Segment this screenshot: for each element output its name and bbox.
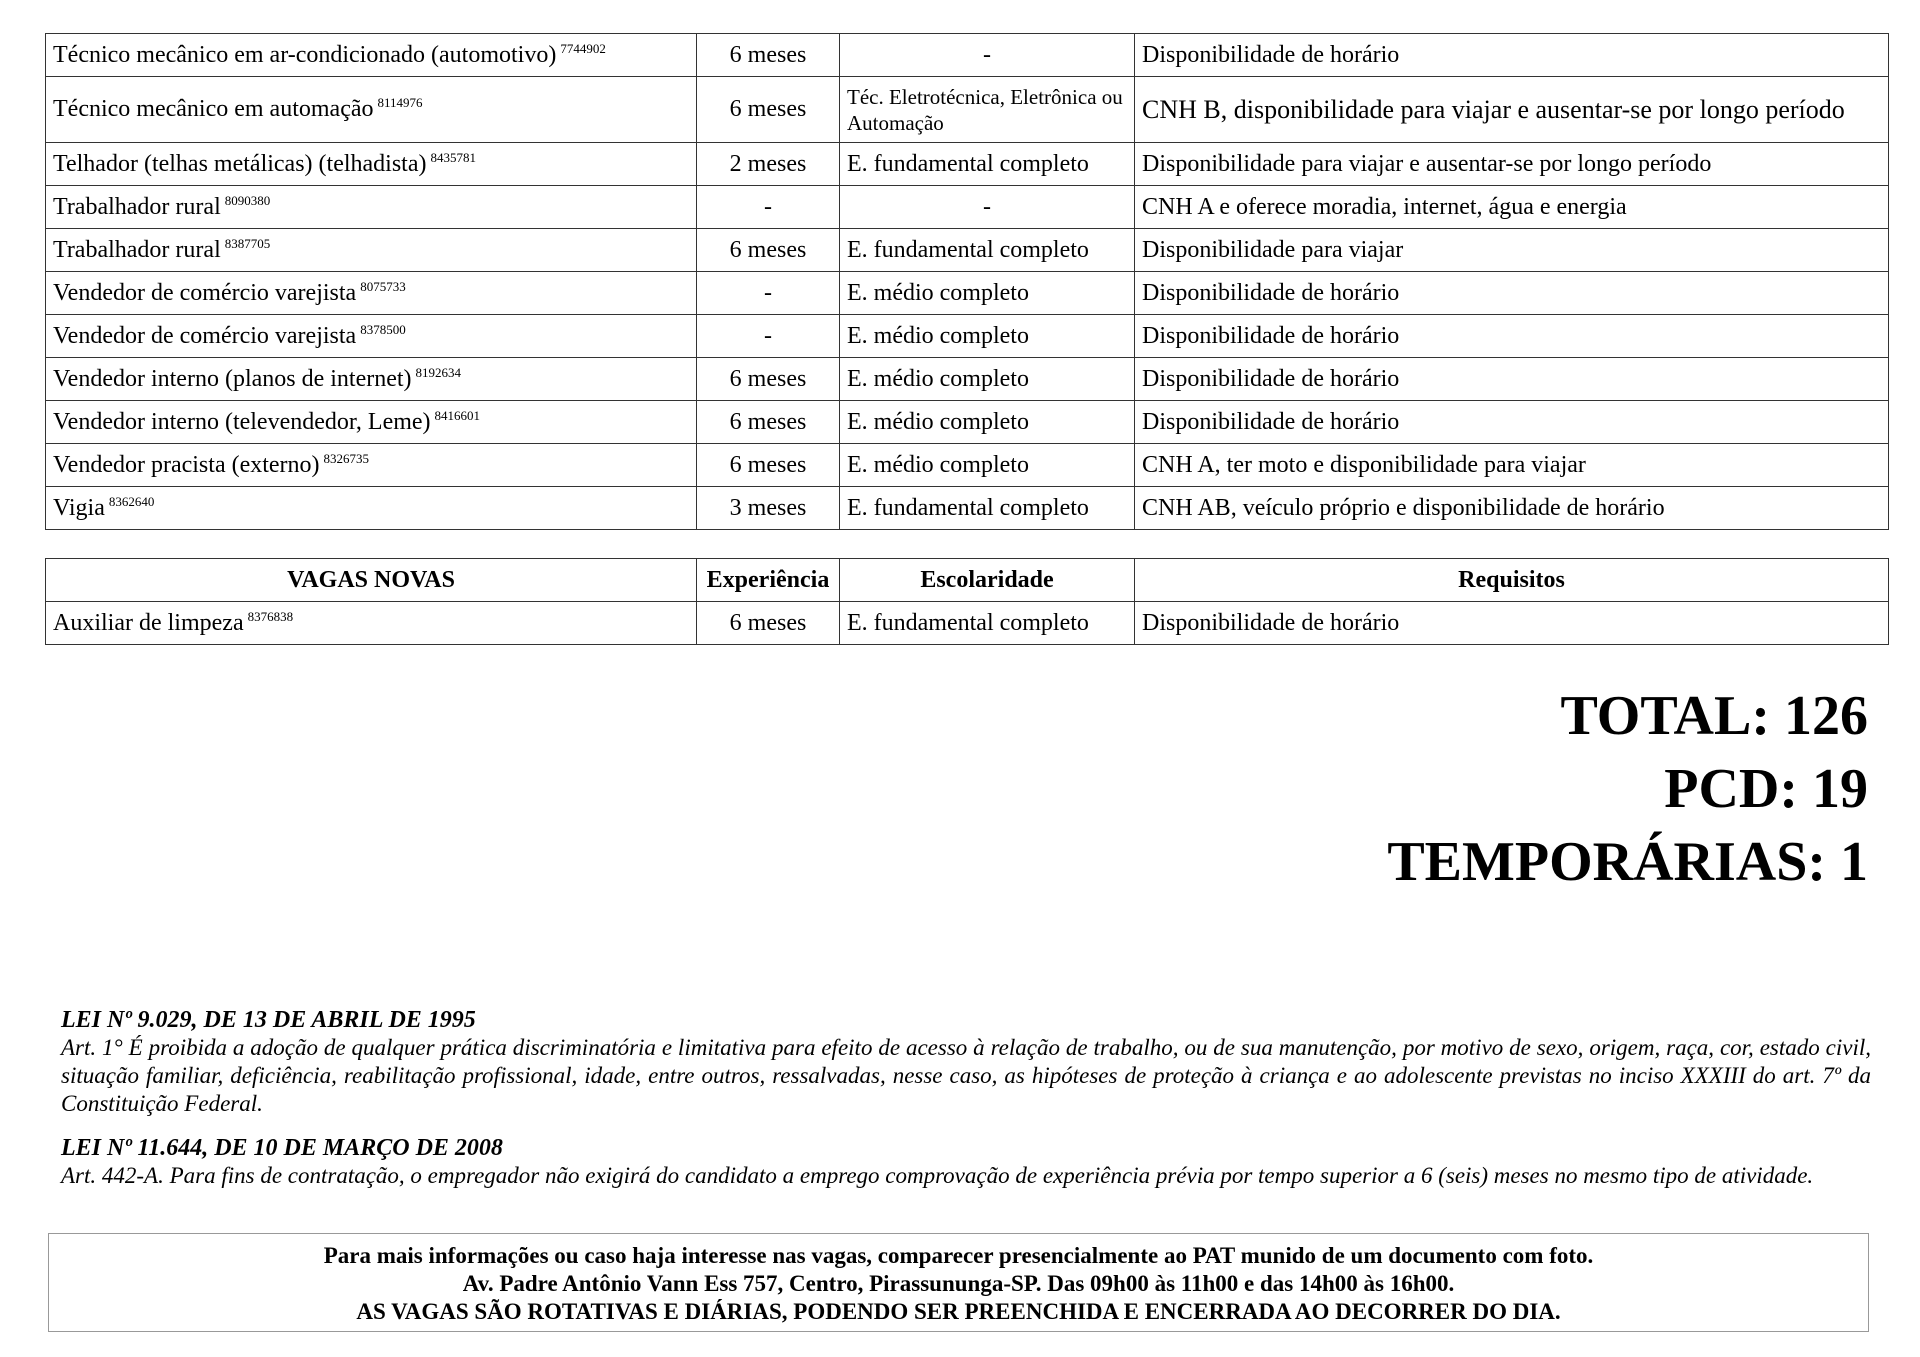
law-text: Art. 1° É proibida a adoção de qualquer prática discriminatória e limitativa para efeito de acesso à relação de trabalho, ou de sua manutenção, por motivo de sexo, origem, raça, cor, estado civil, situação familiar, deficiência, reabilitação profissional, idade, entre outros, ressalvadas, nesse caso, as hipóteses de proteção à criança e ao adolescente previstas no inciso XXXIII do art. 7º da Constituição Federal. bbox=[61, 1035, 1871, 1116]
requirements-cell: CNH A e oferece moradia, internet, água e energia bbox=[1135, 186, 1889, 229]
experience-cell: 6 meses bbox=[697, 229, 840, 272]
job-code: 8416601 bbox=[434, 407, 481, 423]
job-title: Vendedor interno (planos de internet) $^{8192634}$ bbox=[46, 358, 697, 401]
requirements-cell: Disponibilidade de horário bbox=[1135, 315, 1889, 358]
experience-cell: - bbox=[697, 272, 840, 315]
job-code: 8387705 bbox=[224, 235, 271, 251]
experience-cell: - bbox=[697, 186, 840, 229]
education-cell: E. médio completo bbox=[840, 358, 1135, 401]
table-row bbox=[46, 229, 1889, 272]
experience-cell: 6 meses bbox=[697, 358, 840, 401]
experience-cell: 6 meses bbox=[697, 401, 840, 444]
table-row bbox=[46, 444, 1889, 487]
experience-cell: - bbox=[697, 315, 840, 358]
requirements-cell: Disponibilidade de horário bbox=[1135, 34, 1889, 77]
table-row bbox=[46, 272, 1889, 315]
header-escolaridade: Escolaridade bbox=[840, 559, 1135, 602]
requirements-cell: CNH AB, veículo próprio e disponibilidade de horário bbox=[1135, 487, 1889, 530]
job-code: 8114976 bbox=[377, 95, 423, 110]
job-code: 8192634 bbox=[415, 364, 462, 380]
education-cell: E. fundamental completo bbox=[840, 487, 1135, 530]
temporary-count: TEMPORÁRIAS: 1 bbox=[1387, 831, 1868, 893]
job-title: Técnico mecânico em ar-condicionado (automotivo) $^{7744902}$ bbox=[46, 34, 697, 77]
law-title: LEI Nº 11.644, DE 10 DE MARÇO DE 2008 bbox=[61, 1135, 503, 1161]
experience-cell: 2 meses bbox=[697, 143, 840, 186]
law-text: Art. 442-A. Para fins de contratação, o empregador não exigirá do candidato a emprego comprovação de experiência prévia por tempo superior a 6 (seis) meses no mesmo tipo de atividade. bbox=[61, 1163, 1814, 1188]
job-title: Auxiliar de limpeza $^{8376838}$ bbox=[46, 602, 697, 645]
education-cell: Téc. Eletrotécnica, Eletrônica ou Automação bbox=[840, 77, 1135, 143]
requirements-cell: CNH B, disponibilidade para viajar e ausentar-se por longo período bbox=[1135, 77, 1889, 143]
job-title: Vendedor de comércio varejista $^{8075733}$ bbox=[46, 272, 697, 315]
table-row bbox=[46, 401, 1889, 444]
job-code: 8362640 bbox=[108, 493, 155, 509]
job-title: Telhador (telhas metálicas) (telhadista) $^{8435781}$ bbox=[46, 143, 697, 186]
education-cell: - bbox=[840, 34, 1135, 77]
header-requisitos: Requisitos bbox=[1135, 559, 1889, 602]
job-title: Vendedor interno (televendedor, Leme) $^{8416601}$ bbox=[46, 401, 697, 444]
pcd-count: PCD: 19 bbox=[1664, 758, 1868, 820]
education-cell: E. médio completo bbox=[840, 315, 1135, 358]
requirements-cell: Disponibilidade para viajar e ausentar-se por longo período bbox=[1135, 143, 1889, 186]
totals-summary bbox=[1387, 680, 1868, 899]
job-title: Vendedor de comércio varejista $^{8378500}$ bbox=[46, 315, 697, 358]
table-row bbox=[46, 315, 1889, 358]
job-code: 8075733 bbox=[360, 278, 406, 294]
notice-line: AS VAGAS SÃO ROTATIVAS E DIÁRIAS, PODENDO SER PREENCHIDA E ENCERRADA AO DECORRER DO DIA. bbox=[356, 1299, 1561, 1324]
job-code: 7744902 bbox=[560, 40, 606, 56]
table-header-row bbox=[46, 559, 1889, 602]
job-title: Vendedor pracista (externo) $^{8326735}$ bbox=[46, 444, 697, 487]
requirements-cell: Disponibilidade de horário bbox=[1135, 272, 1889, 315]
table-row bbox=[46, 143, 1889, 186]
experience-cell: 6 meses bbox=[697, 34, 840, 77]
education-cell: E. médio completo bbox=[840, 401, 1135, 444]
job-code: 8326735 bbox=[323, 450, 370, 466]
experience-cell: 6 meses bbox=[697, 602, 840, 645]
table-row bbox=[46, 487, 1889, 530]
experience-cell: 6 meses bbox=[697, 444, 840, 487]
experience-cell: 6 meses bbox=[697, 77, 840, 143]
info-line: Para mais informações ou caso haja interesse nas vagas, comparecer presencialmente ao PAT munido de um documento com foto. bbox=[323, 1243, 1594, 1268]
header-experiencia: Experiência bbox=[697, 559, 840, 602]
job-title: Trabalhador rural $^{8387705}$ bbox=[46, 229, 697, 272]
header-vagas-novas: VAGAS NOVAS bbox=[46, 559, 697, 602]
table-row bbox=[46, 186, 1889, 229]
job-code: 8090380 bbox=[224, 192, 271, 208]
education-cell: E. médio completo bbox=[840, 272, 1135, 315]
job-table bbox=[45, 33, 1889, 530]
education-cell: E. fundamental completo bbox=[840, 143, 1135, 186]
job-code: 8378500 bbox=[360, 321, 406, 337]
education-cell: E. médio completo bbox=[840, 444, 1135, 487]
info-box bbox=[48, 1233, 1869, 1332]
experience-cell: 3 meses bbox=[697, 487, 840, 530]
requirements-cell: CNH A, ter moto e disponibilidade para viajar bbox=[1135, 444, 1889, 487]
job-code: 8435781 bbox=[430, 149, 476, 165]
table-row bbox=[46, 358, 1889, 401]
table-row bbox=[46, 77, 1889, 143]
total-count: TOTAL: 126 bbox=[1560, 685, 1868, 747]
education-cell: E. fundamental completo bbox=[840, 229, 1135, 272]
requirements-cell: Disponibilidade para viajar bbox=[1135, 229, 1889, 272]
table-row bbox=[46, 602, 1889, 645]
address-line: Av. Padre Antônio Vann Ess 757, Centro, Pirassununga-SP. Das 09h00 às 11h00 e das 14h00 às 16h00. bbox=[462, 1271, 1455, 1296]
requirements-cell: Disponibilidade de horário bbox=[1135, 602, 1889, 645]
education-cell: E. fundamental completo bbox=[840, 602, 1135, 645]
table-row bbox=[46, 34, 1889, 77]
job-title: Vigia $^{8362640}$ bbox=[46, 487, 697, 530]
new-jobs-table bbox=[45, 558, 1889, 645]
law-notice bbox=[61, 1134, 1871, 1190]
law-title: LEI Nº 9.029, DE 13 DE ABRIL DE 1995 bbox=[61, 1007, 476, 1033]
education-cell: - bbox=[840, 186, 1135, 229]
job-code: 8376838 bbox=[247, 608, 294, 624]
requirements-cell: Disponibilidade de horário bbox=[1135, 358, 1889, 401]
job-title: Trabalhador rural $^{8090380}$ bbox=[46, 186, 697, 229]
law-notice bbox=[61, 1006, 1871, 1118]
job-title: Técnico mecânico em automação $^{8114976}$ bbox=[46, 77, 697, 143]
requirements-cell: Disponibilidade de horário bbox=[1135, 401, 1889, 444]
